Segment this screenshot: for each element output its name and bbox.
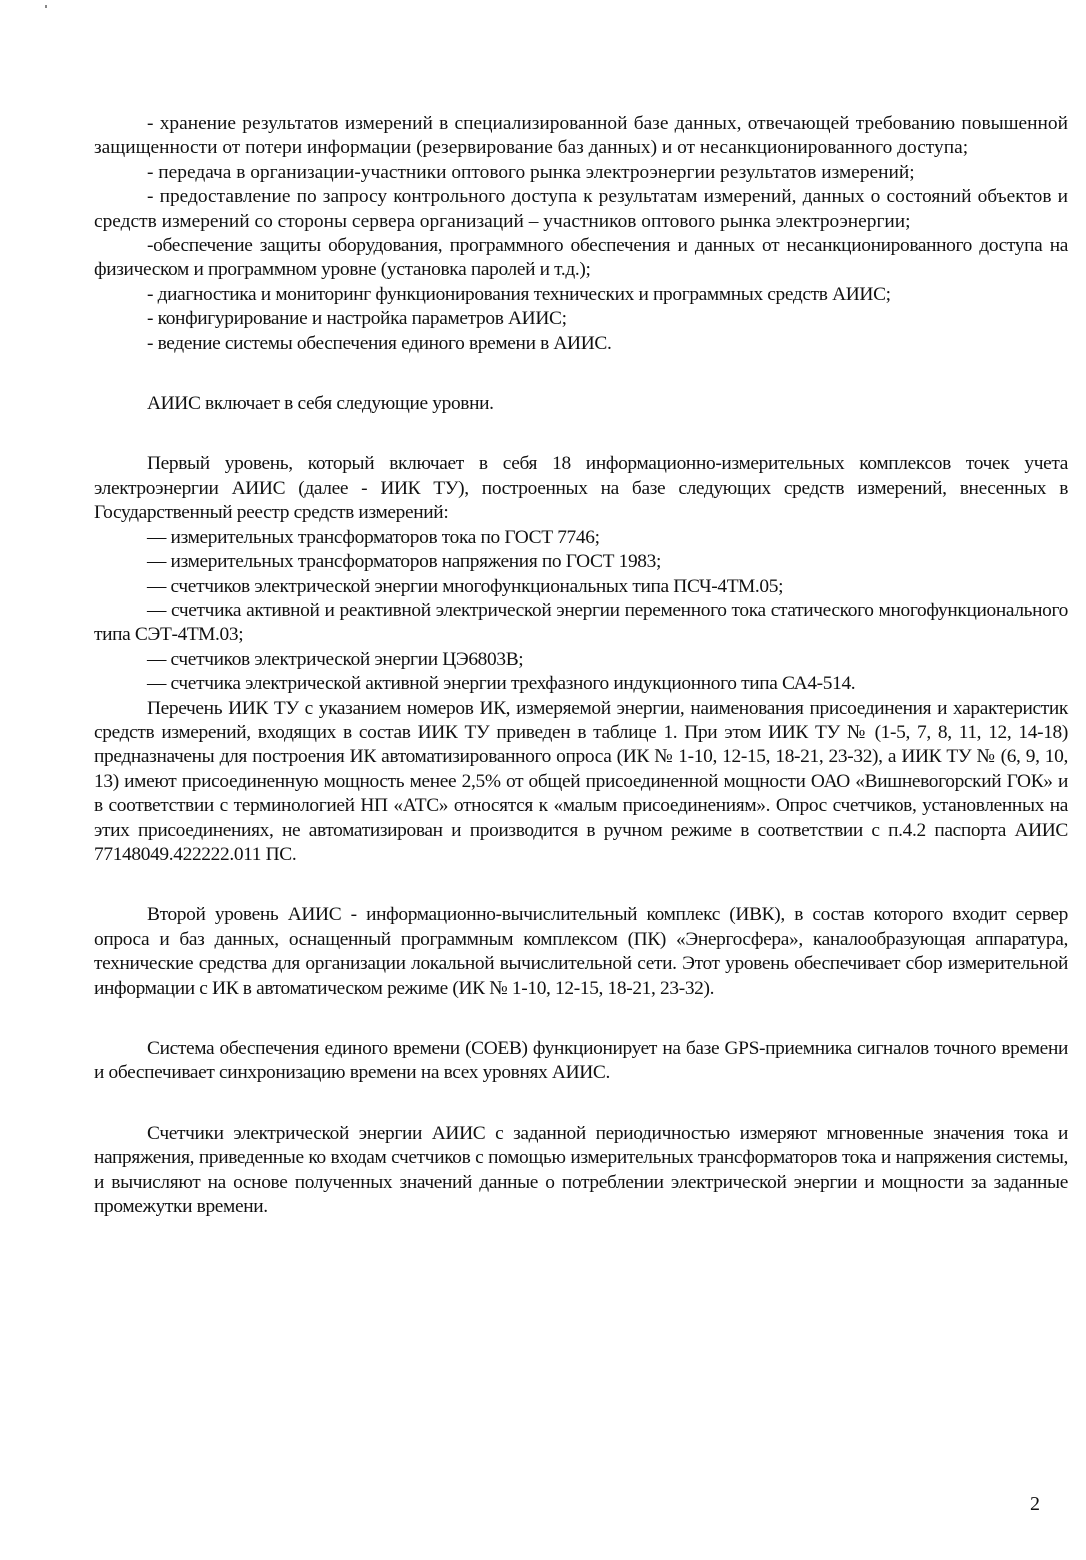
list-item-transfer: - передача в организации-участники оптового рынка электроэнергии результатов измерений;: [147, 161, 915, 183]
means-item-voltage-transformers: — измерительных трансформаторов напряжения по ГОСТ 1983;: [147, 551, 662, 573]
iik-list-paragraph: Перечень ИИК ТУ с указанием номеров ИК, измеряемой энергии, наименования присоединения и характеристик средств измерений, входящих в состав ИИК ТУ приведен в таблице 1. При этом ИИК ТУ № (1-5, 7, 8, 11, 12, 14-18) предназначены для построения ИК автоматизированного опроса (ИК № 1-10, 12-15, 18-21, 23-32), а ИИК ТУ № (6, 9, 10, 13) имеют присоединенную мощность менее 2,5% от общей присоединенной мощности ОАО «Вишневогорский ГОК» и в соответствии с терминологией НП «АТС» относятся к «малым присоединениям». Опрос счетчиков, установленных на этих присоединениях, не автоматизирован и производится в ручном режиме в соответствии с п.4.2 паспорта АИИС 77148049.422222.011 ПС.: [94, 697, 1068, 865]
list-item-protection: -обеспечение защиты оборудования, программного обеспечения и данных от несанкционированного доступа на физическом и программном уровне (установка паролей и т.д.);: [94, 235, 1068, 281]
means-item-sa4-meter: — счетчика электрической активной энергии трехфазного индукционного типа СА4-514.: [147, 673, 856, 695]
first-level-paragraph: Первый уровень, который включает в себя 18 информационно-измерительных комплексов точек учета электроэнергии АИИС (далее - ИИК ТУ), построенных на базе следующих средств измерений, внесенных в Государственный реестр средств измерений:: [94, 453, 1068, 524]
scan-artifact: [45, 5, 47, 8]
levels-intro: АИИС включает в себя следующие уровни.: [147, 393, 494, 415]
soev-paragraph: Система обеспечения единого времени (СОЕВ) функционирует на базе GPS-приемника сигналов точного времени и обеспечивает синхронизацию времени на всех уровнях АИИС.: [94, 1038, 1068, 1084]
means-item-tse-meters: — счетчиков электрической энергии ЦЭ6803В;: [147, 648, 524, 670]
second-level-paragraph: Второй уровень АИИС - информационно-вычислительный комплекс (ИВК), в состав которого входит сервер опроса и баз данных, оснащенный программным комплексом (ПК) «Энергосфера», каналообразующая аппаратура, технические средства для организации локальной вычислительной сети. Этот уровень обеспечивает сбор измерительной информации с ИК в автоматическом режиме (ИК № 1-10, 12-15, 18-21, 23-32).: [94, 904, 1068, 999]
means-item-psch-meters: — счетчиков электрической энергии многофункциональных типа ПСЧ-4ТМ.05;: [147, 575, 784, 597]
page-number: 2: [1030, 1493, 1040, 1515]
list-item-time-system: - ведение системы обеспечения единого времени в АИИС.: [147, 332, 612, 354]
list-item-access: - предоставление по запросу контрольного доступа к результатам измерений, данных о состояний объектов и средств измерений со стороны сервера организаций – участников оптового рынка электроэнергии;: [94, 186, 1068, 232]
list-item-diagnostics: - диагностика и мониторинг функционирования технических и программных средств АИИС;: [147, 283, 891, 305]
meters-paragraph: Счетчики электрической энергии АИИС с заданной периодичностью измеряют мгновенные значения тока и напряжения, приведенные ко входам счетчиков с помощью измерительных трансформаторов тока и напряжения системы, и вычисляют на основе полученных значений данные о потреблении электрической энергии и мощности за заданные промежутки времени.: [94, 1122, 1068, 1218]
list-item-storage: - хранение результатов измерений в специализированной базе данных, отвечающей требованию повышенной защищенности от потери информации (резервирование баз данных) и от несанкционированного доступа;: [94, 113, 1068, 159]
list-item-configuration: - конфигурирование и настройка параметров АИИС;: [147, 308, 567, 330]
means-item-set-meter: — счетчика активной и реактивной электрической энергии переменного тока статического многофункционального типа СЭТ-4ТМ.03;: [94, 599, 1068, 646]
document-page: [94, 112, 1068, 1219]
means-item-current-transformers: — измерительных трансформаторов тока по ГОСТ 7746;: [147, 526, 600, 548]
